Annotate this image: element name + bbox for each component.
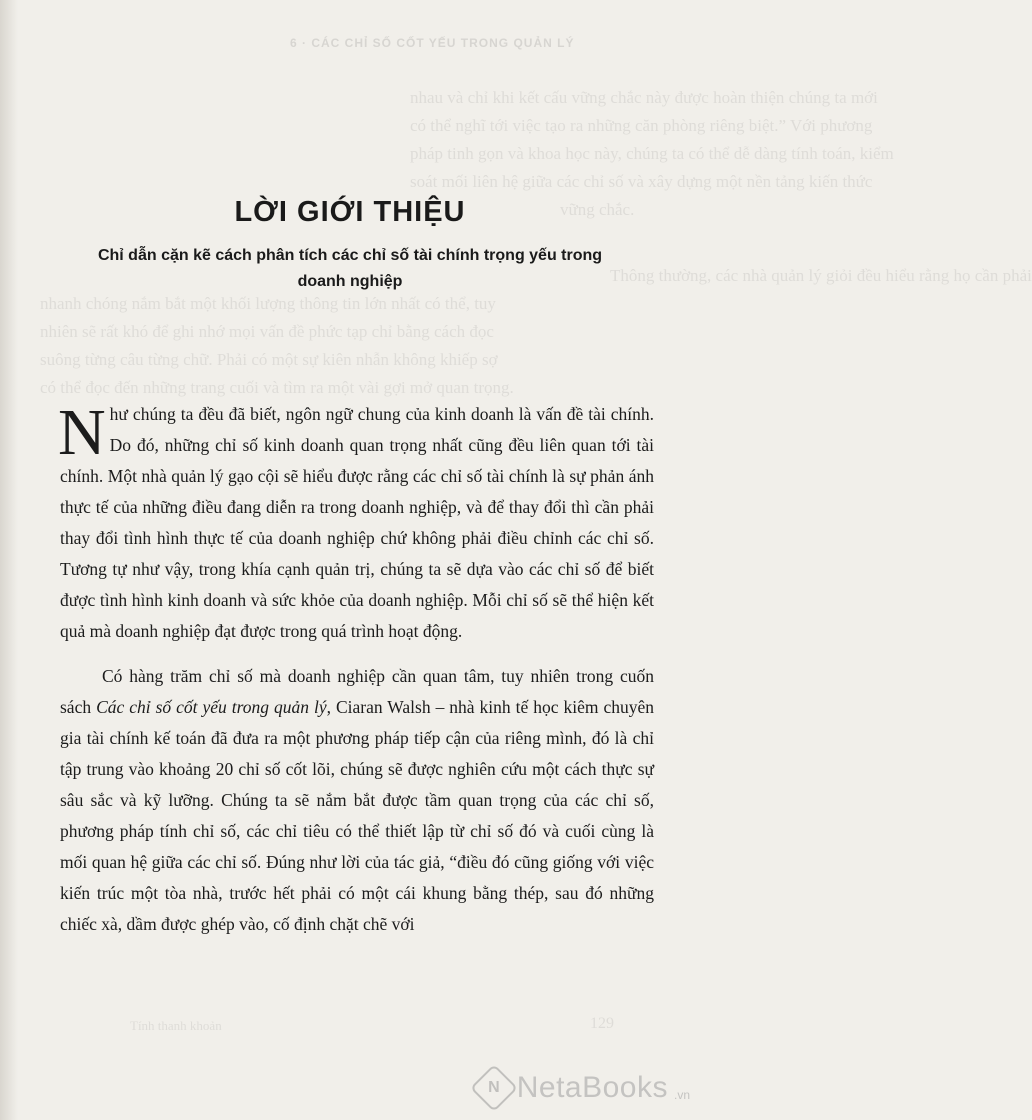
logo-letter: N	[487, 1079, 500, 1096]
bleed-through-line: vững chắc.	[560, 200, 635, 219]
bleed-through-header: 6 · CÁC CHỈ SỐ CỐT YẾU TRONG QUẢN LÝ	[290, 36, 575, 50]
paragraph-2	[60, 661, 654, 940]
bleed-through-line: có thể nghĩ tới việc tạo ra những căn phòng riêng biệt.” Với phương	[410, 116, 873, 135]
bleed-through-line: nhiên sẽ rất khó để ghi nhớ mọi vấn đề phức tạp chỉ bằng cách đọc	[40, 322, 494, 341]
chapter-subtitle: Chỉ dẫn cặn kẽ cách phân tích các chỉ số tài chính trọng yếu trong doanh nghiệp	[97, 247, 603, 290]
chapter-title: LỜI GIỚI THIỆU	[234, 196, 466, 228]
bleed-through-line: Thông thường, các nhà quản lý giỏi đều hiểu rằng họ cần phải	[610, 266, 1032, 285]
body-text	[58, 396, 654, 940]
bleed-through-line: nhanh chóng nắm bắt một khối lượng thông tin lớn nhất có thể, tuy	[40, 294, 496, 313]
bleed-through-footer-label: Tính thanh khoản	[130, 1018, 222, 1033]
bleed-through-line: pháp tinh gọn và khoa học này, chúng ta có thể dễ dàng tính toán, kiểm	[410, 144, 894, 163]
bleed-through-footer-number: 129	[590, 1015, 614, 1032]
paragraph-2-text-start: Có hàng trăm chỉ số mà doanh nghiệp cần quan tâm, tuy nhiên trong cuốn sách	[60, 666, 654, 717]
watermark-suffix: .vn	[673, 1088, 690, 1102]
bleed-through-line: có thể đọc đến những trang cuối và tìm ra một vài gợi mở quan trọng.	[40, 378, 514, 397]
bleed-through-line: suông từng câu từng chữ. Phải có một sự kiên nhẫn không khiếp sợ	[40, 350, 498, 369]
paragraph-1-text: hư chúng ta đều đã biết, ngôn ngữ chung của kinh doanh là vấn đề tài chính. Do đó, những chỉ số kinh doanh quan trọng nhất cũng đều liên quan tới tài chính. Một nhà quản lý gạo cội sẽ hiểu được rằng các chỉ số tài chính là sự phản ánh thực tế của những điều đang diễn ra trong doanh nghiệp, và để thay đổi thì cần phải thay đổi tình hình thực tế của doanh nghiệp chứ không phải điều chỉnh các chỉ số. Tương tự như vậy, trong khía cạnh quản trị, chúng ta sẽ dựa vào các chỉ số để biết được tình hình kinh doanh và sức khỏe của doanh nghiệp. Mỗi chỉ số sẽ thể hiện kết quả mà doanh nghiệp đạt được trong quá trình hoạt động.	[60, 404, 654, 641]
bleed-through-line: soát mối liên hệ giữa các chỉ số và xây dựng một nền tảng kiến thức	[410, 172, 873, 191]
book-title-italic: Các chỉ số cốt yếu trong quản lý	[96, 697, 327, 717]
page-spine-shadow	[0, 0, 18, 1120]
netabooks-logo-icon	[470, 1064, 518, 1112]
paragraph-2-text-end: , Ciaran Walsh – nhà kinh tế học kiêm chuyên gia tài chính kế toán đã đưa ra một phương pháp tiếp cận của riêng mình, đó là chỉ tập trung vào khoảng 20 chỉ số cốt lõi, chúng sẽ được nghiên cứu một cách thực sự sâu sắc và kỹ lưỡng. Chúng ta sẽ nắm bắt được tầm quan trọng của các chỉ số, phương pháp tính chỉ số, các chỉ tiêu có thể thiết lập từ chỉ số đó và cuối cùng là mối quan hệ giữa các chỉ số. Đúng như lời của tác giả, “điều đó cũng giống với việc kiến trúc một tòa nhà, trước hết phải có một cái khung bằng thép, sau đó những chiếc xà, dầm được ghép vào, cố định chặt chẽ với	[60, 697, 654, 934]
watermark-text: NetaBooks	[516, 1071, 668, 1104]
drop-cap: N	[58, 396, 106, 469]
netabooks-watermark	[477, 1068, 690, 1108]
paragraph-1	[58, 396, 654, 647]
bleed-through-line: nhau và chỉ khi kết cấu vững chắc này được hoàn thiện chúng ta mới	[410, 88, 878, 107]
